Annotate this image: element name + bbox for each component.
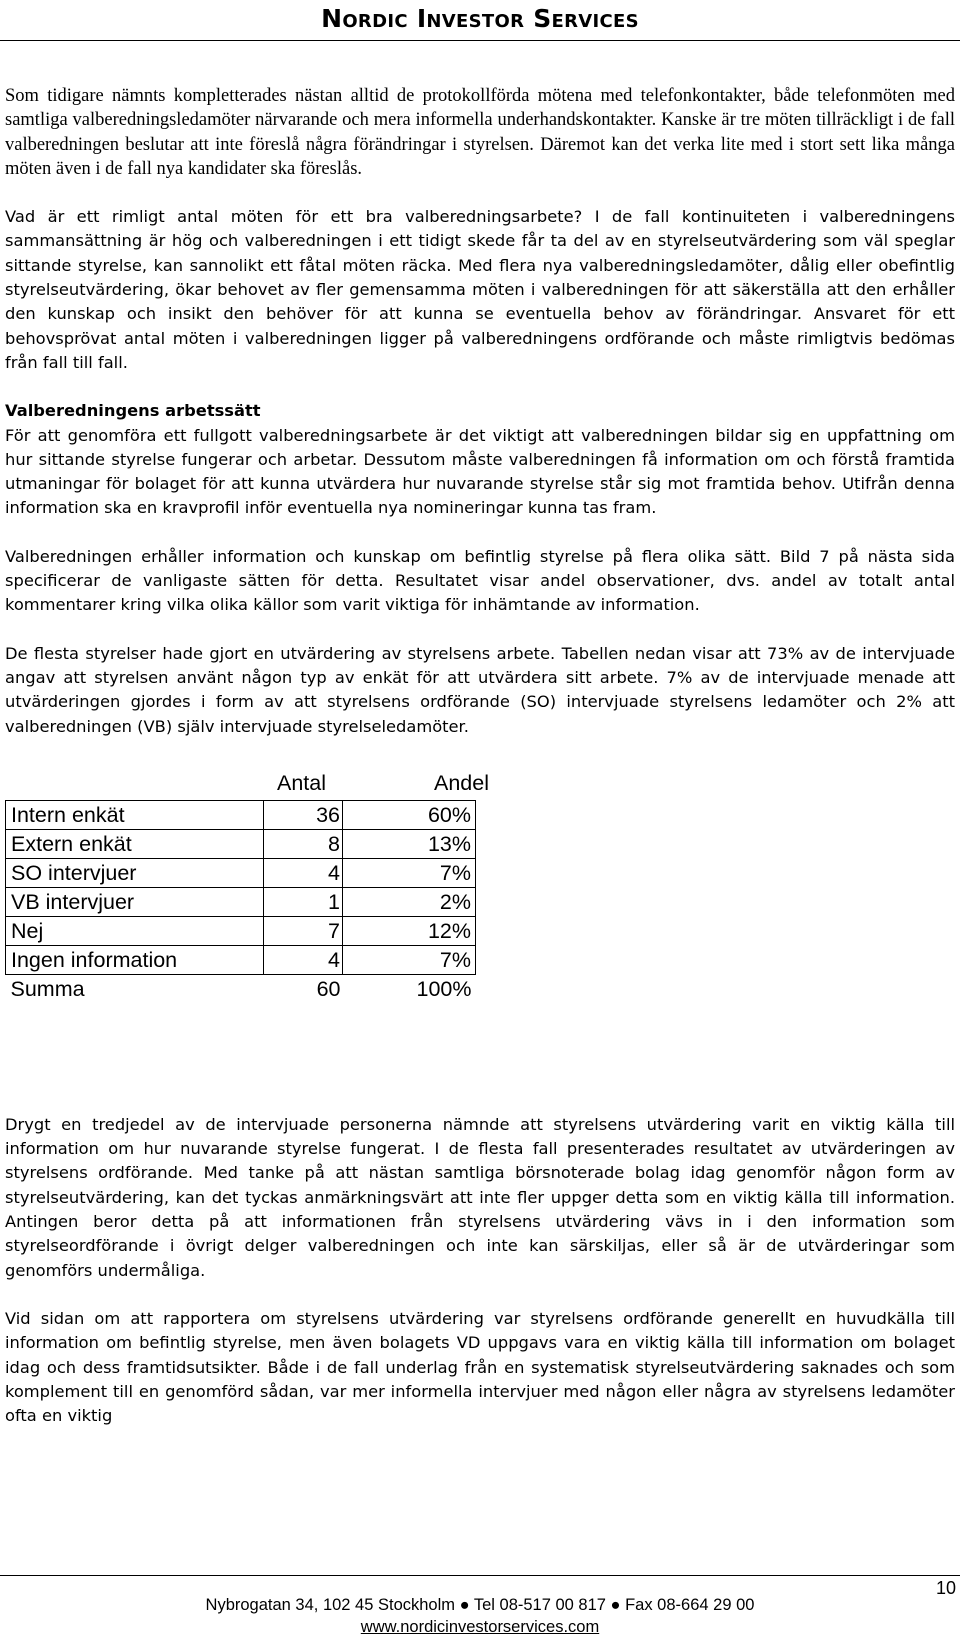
table-header-antal: Antal bbox=[277, 770, 327, 795]
table-row bbox=[6, 858, 476, 887]
row-label: SO intervjuer bbox=[6, 858, 264, 887]
row-andel: 2% bbox=[343, 887, 476, 916]
row-label: Ingen information bbox=[6, 945, 264, 974]
evaluation-table bbox=[5, 800, 476, 1003]
table-row bbox=[6, 800, 476, 829]
row-label: Intern enkät bbox=[6, 800, 264, 829]
paragraph-5: De flesta styrelser hade gjort en utvärdering av styrelsens arbete. Tabellen nedan visar att 73% av de intervjuade angav att styrelsen använt någon typ av enkät för att utvärdera sitt arbete. 7% av de intervjuade menade att utvärderingen gjordes i form av att styrelsens ordförande (SO) intervjuade styrelsens ledamöter och 2% att valberedningen (VB) själv intervjuade styrelseledamöter. bbox=[5, 643, 955, 736]
footer-contact-line: Nybrogatan 34, 102 45 Stockholm ● Tel 08-517 00 817 ● Fax 08-664 29 00 bbox=[205, 1596, 755, 1614]
row-andel: 7% bbox=[343, 945, 476, 974]
header-divider bbox=[0, 40, 960, 41]
paragraph-4: Valberedningen erhåller information och kunskap om befintlig styrelse på flera olika sätt. Bild 7 på nästa sida specificerar de vanligaste sätten för detta. Resultatet visar andel observationer, dvs. andel av totalt antal kommentarer kring vilka olika källor som varit viktiga för inhämtande av information. bbox=[5, 546, 955, 615]
row-label: VB intervjuer bbox=[6, 887, 264, 916]
table-row bbox=[6, 829, 476, 858]
row-andel: 60% bbox=[343, 800, 476, 829]
footer-website-link[interactable]: www.nordicinvestorservices.com bbox=[360, 1618, 600, 1636]
total-label: Summa bbox=[10, 976, 85, 1001]
row-antal: 1 bbox=[264, 887, 343, 916]
row-antal: 36 bbox=[264, 800, 343, 829]
paragraph-6: Drygt en tredjedel av de intervjuade personerna nämnde att styrelsens utvärdering varit en viktig källa till information om hur nuvarande styrelse fungerat. I de flesta fall presenterades resultatet av utvärderingen av styrelsens ordförande. Med tanke på att nästan samtliga börsnoterade bolag idag genomför någon form av styrelseutvärdering, kan det tyckas anmärkningsvärt att inte fler uppger detta som en viktig källa till information. Antingen beror detta på att informationen från styrelsens utvärdering vävs in i den information som styrelseordförande i övrigt delger valberedningen och inte kan särskiljas, eller så är de utvärderingar som genomförs undermåliga. bbox=[5, 1114, 955, 1280]
page-header-title: Nordic Investor Services bbox=[321, 4, 639, 33]
row-andel: 7% bbox=[343, 858, 476, 887]
row-antal: 4 bbox=[264, 945, 343, 974]
paragraph-7: Vid sidan om att rapportera om styrelsens utvärdering var styrelsens ordförande generellt en huvudkälla till information om befintlig styrelse, men även bolagets VD uppgavs vara en viktig källa till information om bolaget idag och dess framtidsutsikter. Både i de fall underlag från en systematisk styrelseutvärdering saknades och som komplement till en genomförd sådan, var mer informella intervjuer med någon eller några av styrelsens ledamöter ofta en viktig bbox=[5, 1308, 955, 1426]
row-antal: 7 bbox=[264, 916, 343, 945]
total-antal: 60 bbox=[316, 976, 341, 1001]
table-row bbox=[6, 887, 476, 916]
row-andel: 13% bbox=[343, 829, 476, 858]
table-total-row bbox=[6, 974, 476, 1003]
page-number: 10 bbox=[935, 1578, 956, 1598]
row-antal: 4 bbox=[264, 858, 343, 887]
row-antal: 8 bbox=[264, 829, 343, 858]
document-body bbox=[5, 84, 955, 1452]
paragraph-3: För att genomföra ett fullgott valberedningsarbete är det viktigt att valberedningen bildar sig en uppfattning om hur sittande styrelse fungerar och arbetar. Dessutom måste valberedningen få information om och förstå framtida utmaningar för bolaget för att kunna utvärdera hur nuvarande styrelse står sig mot framtida behov. Utifrån denna information ska en kravprofil inför eventuella nya nomineringar kunna tas fram. bbox=[5, 425, 955, 518]
row-label: Nej bbox=[6, 916, 264, 945]
row-label: Extern enkät bbox=[6, 829, 264, 858]
table-row bbox=[6, 945, 476, 974]
total-andel: 100% bbox=[416, 976, 472, 1001]
evaluation-table-block bbox=[5, 763, 960, 1113]
row-andel: 12% bbox=[343, 916, 476, 945]
paragraph-2: Vad är ett rimligt antal möten för ett bra valberedningsarbete? I de fall kontinuiteten i valberedningens sammansättning är hög och valberedningen i ett tidigt skede får ta del av en styrelseutvärdering som väl speglar sittande styrelse, kan sannolikt ett fåtal möten räcka. Med flera nya valberedningsledamöter, dålig eller obefintlig styrelseutvärdering, ökar behovet av fler gemensamma möten i valberedningen för att säkerställa att den erhåller den kunskap och insikt den behöver för att kunna se eventuella behov av förändringar. Ansvaret för ett behovsprövat antal möten i valberedningen ligger på valberedningens ordförande och måste rimligtvis bedömas från fall till fall. bbox=[5, 207, 955, 372]
table-row bbox=[6, 916, 476, 945]
paragraph-1: Som tidigare nämnts kompletterades nästan alltid de protokollförda mötena med telefonkontakter, både telefonmöten med samtliga valberedningsledamöter närvarande och mera informella underhandskontakter. Kanske är tre möten tillräckligt i de fall valberedningen beslutar att inte föreslå några förändringar i styrelsen. Däremot kan det verka lite med i stort sett lika många möten även i de fall nya kandidater ska föreslås. bbox=[5, 86, 955, 179]
footer-divider bbox=[0, 1575, 960, 1576]
section-heading: Valberedningens arbetssätt bbox=[5, 401, 261, 421]
table-header-andel: Andel bbox=[434, 770, 489, 795]
